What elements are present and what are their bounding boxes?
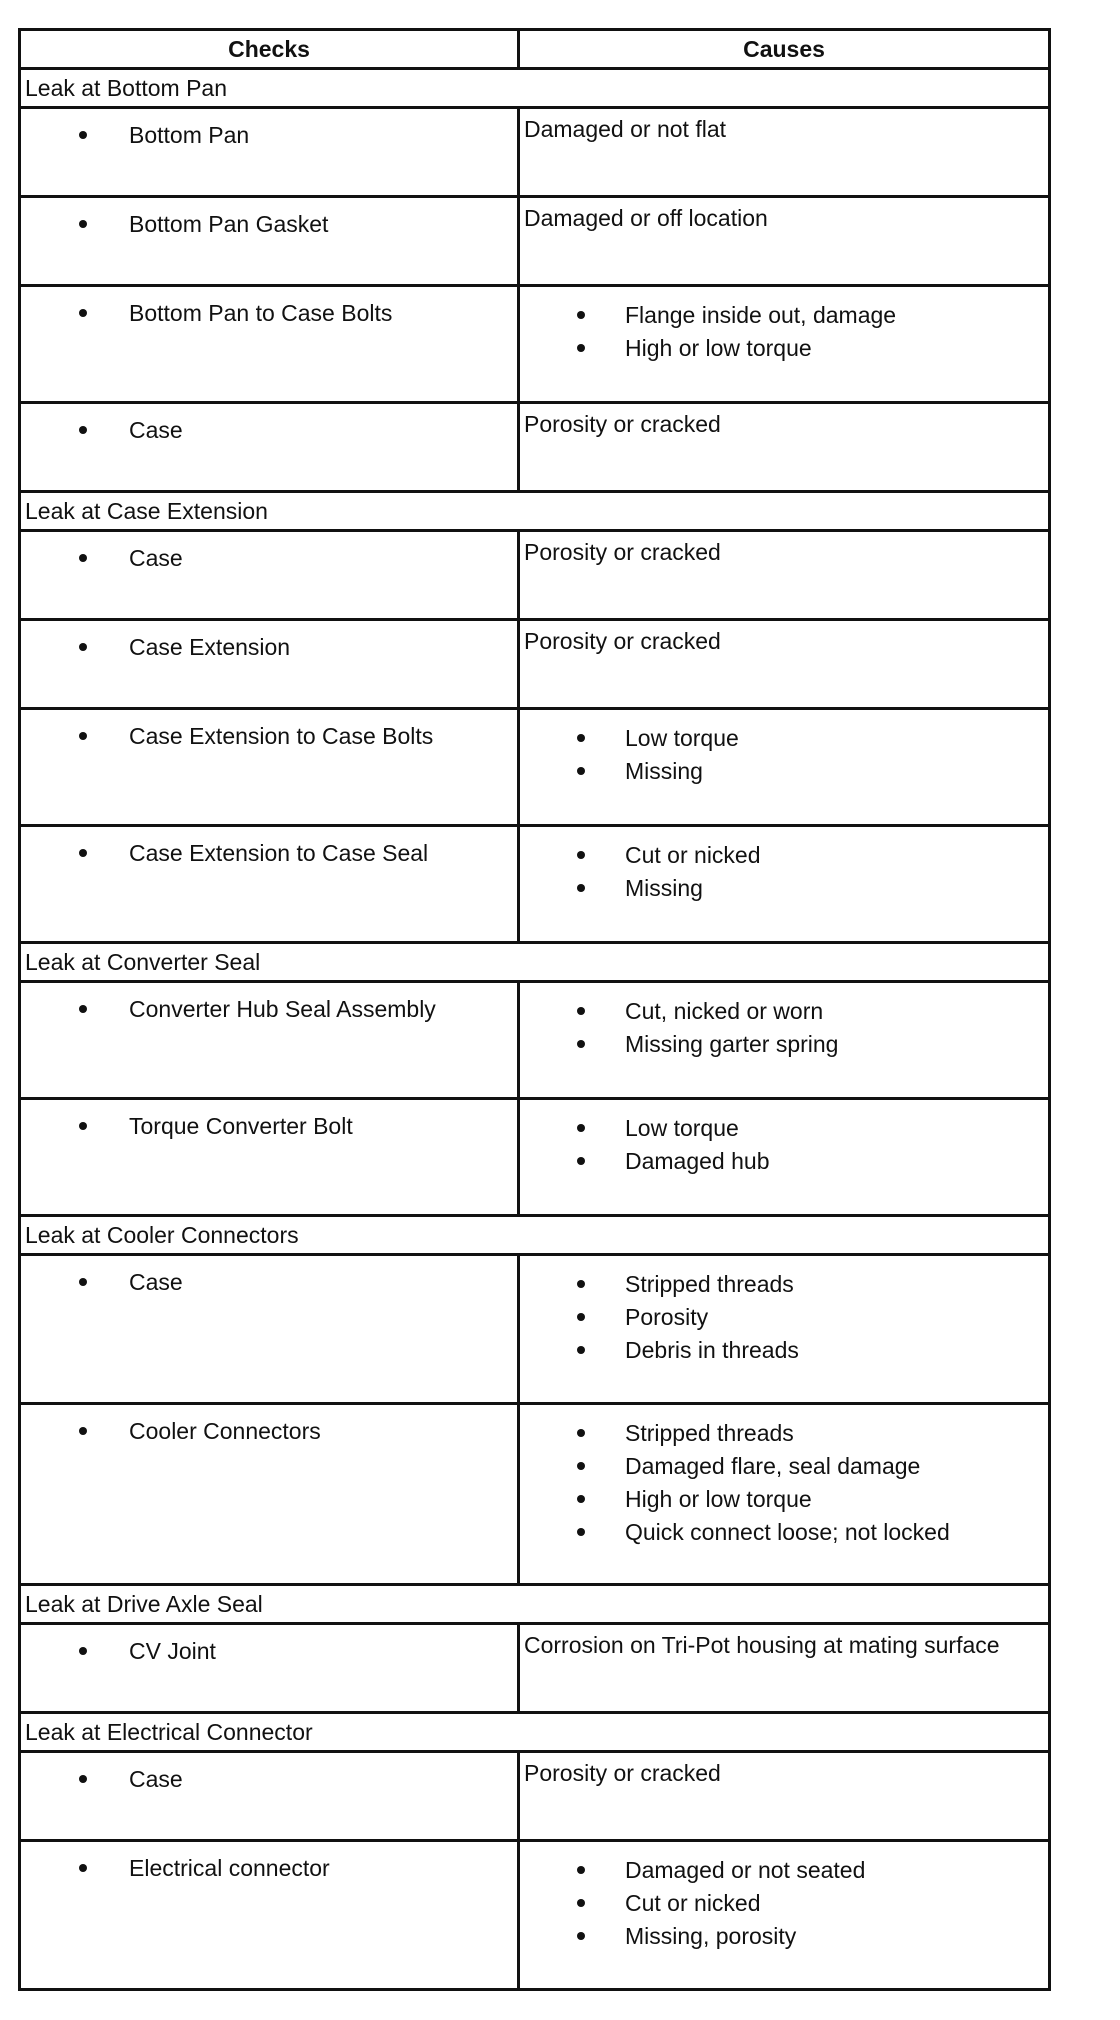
bullet-icon — [577, 1124, 585, 1132]
bullet-icon — [79, 426, 87, 434]
cause-label: Damaged or not seated — [625, 1857, 866, 1883]
cause-list — [520, 1100, 1048, 1178]
check-cell — [20, 286, 519, 403]
cause-item — [577, 1920, 1048, 1953]
cause-label: Debris in threads — [625, 1337, 799, 1363]
cause-label: Porosity — [625, 1304, 709, 1330]
bullet-icon — [577, 1040, 585, 1048]
check-label: Case Extension — [129, 634, 291, 660]
cause-item — [577, 299, 1048, 332]
cause-cell — [519, 709, 1050, 826]
check-cell — [20, 197, 519, 286]
section-row — [20, 492, 1050, 531]
cause-list — [520, 287, 1048, 365]
bullet-icon — [577, 1899, 585, 1907]
bullet-icon — [577, 767, 585, 775]
bullet-icon — [577, 1866, 585, 1874]
cause-label: Cut, nicked or worn — [625, 998, 824, 1024]
cause-text: Damaged or off location — [519, 197, 1050, 286]
cause-item — [577, 1145, 1048, 1178]
cause-label: Low torque — [625, 1115, 739, 1141]
section-title: Leak at Case Extension — [20, 492, 1050, 531]
cause-text: Damaged or not flat — [519, 108, 1050, 197]
check-item — [21, 1256, 517, 1299]
check-item — [21, 1405, 517, 1448]
cause-label: Missing, porosity — [625, 1923, 797, 1949]
check-label: Torque Converter Bolt — [129, 1113, 353, 1139]
cause-cell — [519, 286, 1050, 403]
cause-label: Stripped threads — [625, 1420, 794, 1446]
section-row — [20, 1585, 1050, 1624]
cause-list — [520, 983, 1048, 1061]
cause-label: Cut or nicked — [625, 842, 761, 868]
section-row — [20, 943, 1050, 982]
table-row — [20, 620, 1050, 709]
cause-item — [577, 872, 1048, 905]
section-row — [20, 1713, 1050, 1752]
section-title: Leak at Converter Seal — [20, 943, 1050, 982]
cause-text: Porosity or cracked — [519, 620, 1050, 709]
table-row — [20, 1404, 1050, 1585]
cause-text: Porosity or cracked — [519, 403, 1050, 492]
check-cell — [20, 403, 519, 492]
cause-item — [577, 1301, 1048, 1334]
check-label: Case Extension to Case Seal — [129, 840, 429, 866]
table-row — [20, 1841, 1050, 1990]
table-row — [20, 197, 1050, 286]
check-cell — [20, 531, 519, 620]
check-item — [21, 198, 517, 241]
section-title: Leak at Cooler Connectors — [20, 1216, 1050, 1255]
bullet-icon — [577, 734, 585, 742]
check-label: CV Joint — [129, 1638, 216, 1664]
check-item — [21, 1753, 517, 1796]
check-cell — [20, 709, 519, 826]
cause-item — [577, 332, 1048, 365]
table-row — [20, 531, 1050, 620]
check-label: Case — [129, 417, 183, 443]
cause-cell — [519, 1099, 1050, 1216]
bullet-icon — [79, 1775, 87, 1783]
bullet-icon — [79, 131, 87, 139]
check-label: Converter Hub Seal Assembly — [129, 996, 436, 1022]
check-label: Case — [129, 545, 183, 571]
cause-item — [577, 1854, 1048, 1887]
cause-item — [577, 1334, 1048, 1367]
table-body — [20, 69, 1050, 1990]
cause-item — [577, 1887, 1048, 1920]
check-item — [21, 710, 517, 753]
check-cell — [20, 982, 519, 1099]
cause-label: Missing garter spring — [625, 1031, 839, 1057]
section-title: Leak at Bottom Pan — [20, 69, 1050, 108]
bullet-icon — [577, 1528, 585, 1536]
cause-list — [520, 710, 1048, 788]
bullet-icon — [577, 1313, 585, 1321]
check-item — [21, 621, 517, 664]
table-row — [20, 108, 1050, 197]
bullet-icon — [577, 1007, 585, 1015]
check-item — [21, 827, 517, 870]
bullet-icon — [577, 884, 585, 892]
check-cell — [20, 1099, 519, 1216]
cause-item — [577, 1112, 1048, 1145]
bullet-icon — [79, 732, 87, 740]
bullet-icon — [79, 849, 87, 857]
cause-label: Stripped threads — [625, 1271, 794, 1297]
table-row — [20, 403, 1050, 492]
cause-cell — [519, 1841, 1050, 1990]
check-label: Case — [129, 1766, 183, 1792]
table-row — [20, 1752, 1050, 1841]
bullet-icon — [577, 1429, 585, 1437]
check-label: Case Extension to Case Bolts — [129, 723, 434, 749]
bullet-icon — [79, 1647, 87, 1655]
cause-label: Missing — [625, 875, 703, 901]
cause-label: Cut or nicked — [625, 1890, 761, 1916]
cause-list — [520, 827, 1048, 905]
cause-label: Low torque — [625, 725, 739, 751]
cause-text: Corrosion on Tri-Pot housing at mating surface — [519, 1624, 1050, 1713]
bullet-icon — [79, 1427, 87, 1435]
check-cell — [20, 1624, 519, 1713]
cause-item — [577, 1268, 1048, 1301]
check-item — [21, 1842, 517, 1885]
cause-label: Damaged flare, seal damage — [625, 1453, 921, 1479]
cause-list — [520, 1405, 1048, 1549]
check-cell — [20, 1752, 519, 1841]
section-row — [20, 69, 1050, 108]
table-row — [20, 286, 1050, 403]
bullet-icon — [577, 311, 585, 319]
diagnosis-table — [18, 28, 1051, 1991]
table-row — [20, 982, 1050, 1099]
check-label: Bottom Pan to Case Bolts — [129, 300, 393, 326]
section-row — [20, 1216, 1050, 1255]
cause-label: Missing — [625, 758, 703, 784]
bullet-icon — [577, 1346, 585, 1354]
check-item — [21, 287, 517, 330]
cause-item — [577, 995, 1048, 1028]
bullet-icon — [577, 1157, 585, 1165]
check-cell — [20, 1255, 519, 1404]
check-item — [21, 404, 517, 447]
cause-item — [577, 839, 1048, 872]
table-row — [20, 1624, 1050, 1713]
cause-item — [577, 1483, 1048, 1516]
bullet-icon — [577, 1495, 585, 1503]
table-row — [20, 1099, 1050, 1216]
bullet-icon — [79, 1122, 87, 1130]
cause-text: Porosity or cracked — [519, 531, 1050, 620]
table-row — [20, 1255, 1050, 1404]
table-row — [20, 826, 1050, 943]
cause-cell — [519, 826, 1050, 943]
bullet-icon — [577, 851, 585, 859]
cause-label: High or low torque — [625, 1486, 812, 1512]
check-item — [21, 983, 517, 1026]
table-row — [20, 709, 1050, 826]
causes-header: Causes — [519, 30, 1050, 69]
bullet-icon — [79, 643, 87, 651]
check-item — [21, 1100, 517, 1143]
check-cell — [20, 620, 519, 709]
check-item — [21, 109, 517, 152]
check-label: Bottom Pan Gasket — [129, 211, 329, 237]
cause-label: Quick connect loose; not locked — [625, 1519, 950, 1545]
bullet-icon — [577, 1462, 585, 1470]
check-label: Cooler Connectors — [129, 1418, 321, 1444]
check-cell — [20, 1841, 519, 1990]
bullet-icon — [577, 1280, 585, 1288]
check-cell — [20, 826, 519, 943]
checks-header: Checks — [20, 30, 519, 69]
cause-cell — [519, 982, 1050, 1099]
check-item — [21, 1625, 517, 1668]
cause-label: High or low torque — [625, 335, 812, 361]
cause-item — [577, 1450, 1048, 1483]
cause-label: Flange inside out, damage — [625, 302, 897, 328]
header-row — [20, 30, 1050, 69]
cause-item — [577, 1417, 1048, 1450]
cause-item — [577, 722, 1048, 755]
cause-cell — [519, 1255, 1050, 1404]
bullet-icon — [79, 1005, 87, 1013]
cause-item — [577, 755, 1048, 788]
check-cell — [20, 108, 519, 197]
cause-label: Damaged hub — [625, 1148, 770, 1174]
check-label: Electrical connector — [129, 1855, 330, 1881]
bullet-icon — [79, 220, 87, 228]
check-label: Case — [129, 1269, 183, 1295]
bullet-icon — [79, 554, 87, 562]
cause-item — [577, 1028, 1048, 1061]
cause-item — [577, 1516, 1048, 1549]
section-title: Leak at Drive Axle Seal — [20, 1585, 1050, 1624]
bullet-icon — [79, 309, 87, 317]
bullet-icon — [577, 1932, 585, 1940]
cause-cell — [519, 1404, 1050, 1585]
bullet-icon — [79, 1278, 87, 1286]
section-title: Leak at Electrical Connector — [20, 1713, 1050, 1752]
check-label: Bottom Pan — [129, 122, 250, 148]
cause-list — [520, 1256, 1048, 1367]
check-cell — [20, 1404, 519, 1585]
bullet-icon — [79, 1864, 87, 1872]
bullet-icon — [577, 344, 585, 352]
cause-list — [520, 1842, 1048, 1953]
cause-text: Porosity or cracked — [519, 1752, 1050, 1841]
check-item — [21, 532, 517, 575]
